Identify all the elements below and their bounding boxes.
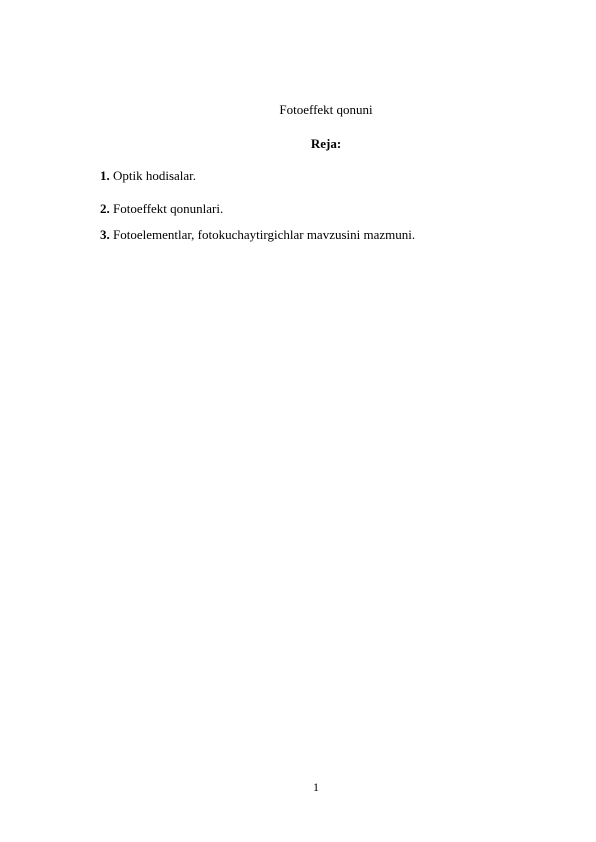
plan-item-number: 2. — [100, 201, 110, 216]
plan-item-number: 3. — [100, 227, 110, 242]
plan-heading: Reja: — [310, 136, 342, 151]
plan-item-text: Optik hodisalar. — [109, 168, 197, 183]
plan-item-text: Fotoeffekt qonunlari. — [109, 201, 224, 216]
plan-item-number: 1. — [100, 168, 110, 183]
plan-item-text: Fotoelementlar, fotokuchaytirgichlar mavzusini mazmuni. — [109, 227, 416, 242]
document-title: Fotoeffekt qonuni — [279, 102, 373, 117]
plan-item-2 — [100, 201, 223, 217]
plan-item-1 — [100, 168, 196, 184]
plan-item-3 — [100, 227, 415, 243]
page-number: 1 — [313, 780, 319, 794]
